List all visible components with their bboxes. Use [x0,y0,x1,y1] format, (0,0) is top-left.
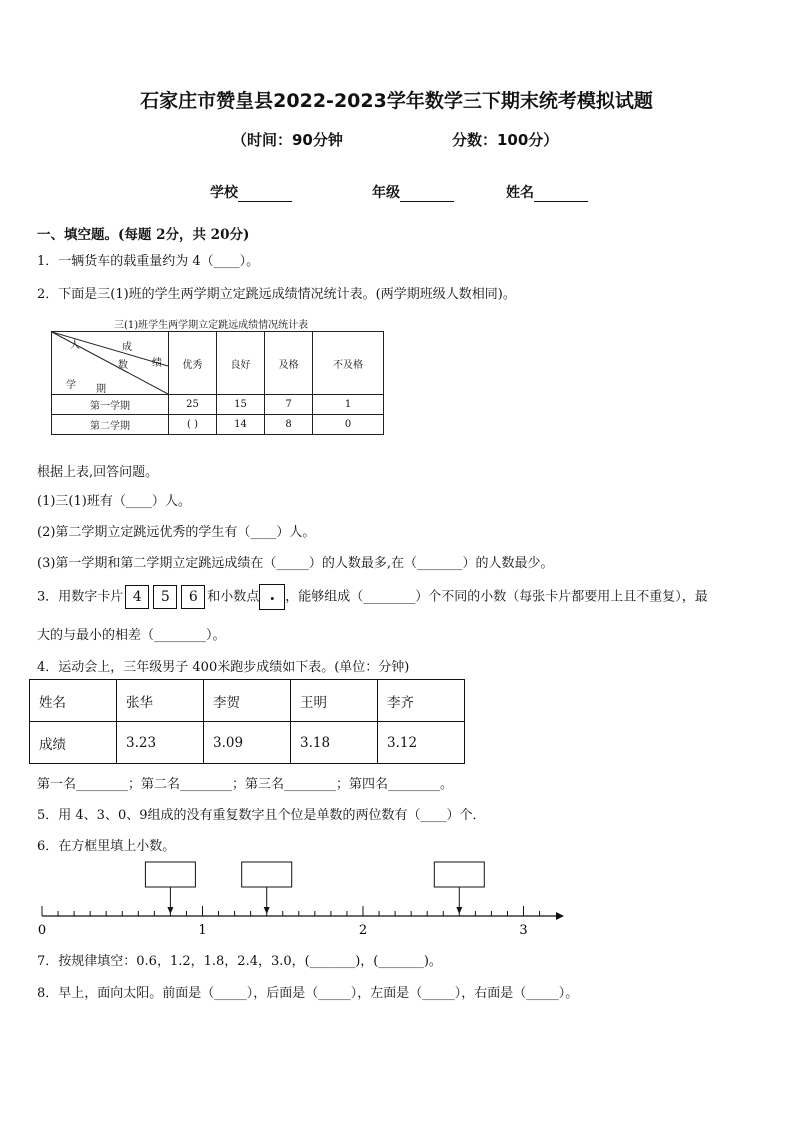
grade-label: 年级 [372,185,400,201]
table-cell: 成绩 [30,722,117,764]
table1-caption: 三(1)班学生两学期立定跳远成绩情况统计表 [114,320,309,331]
tick-label: 1 [198,923,207,938]
jump-stats-table [51,331,384,435]
race-results-table [29,679,465,764]
digit-card: 4 [125,585,149,609]
question-2-intro: 根据上表,回答问题。 [37,465,159,480]
answer-blank-cell[interactable]: ( ) [169,415,217,435]
answer-box [242,862,292,887]
question-2: 2．下面是三(1)班的学生两学期立定跳远成绩情况统计表。(两学期班级人数相同)。 [37,287,516,302]
table-cell: 0 [313,415,384,435]
question-2-1: (1)三(1)班有（____）人。 [37,494,191,509]
question-1: 1．一辆货车的载重量约为 4（____）。 [37,254,260,269]
corner-qi: 期 [96,384,106,395]
table-cell: 25 [169,395,217,415]
arrow-head-icon [556,912,564,920]
tick-label: 0 [37,923,47,938]
exam-score: 分数：100分） [452,131,559,149]
question-5: 5．用 4、3、0、9组成的没有重复数字且个位是单数的两位数有（____）个． [37,808,486,823]
question-3-line2: 大的与最小的相差（________）。 [37,628,226,643]
question-6: 6．在方框里填上小数。 [37,839,176,854]
table-cell: 3.18 [291,722,378,764]
table-cell: 15 [217,395,265,415]
question-7: 7．按规律填空：0.6，1.2，1.8，2.4，3.0，(_______)，(_______)。 [37,954,442,969]
corner-ji: 绩 [152,358,162,369]
question-2-2: (2)第二学期立定跳远优秀的学生有（____）人。 [37,525,316,540]
question-2-3: (3)第一学期和第二学期立定跳远成绩在（_____）的人数最多,在（_______）的人数最少。 [37,556,554,571]
corner-shu: 数 [118,360,128,371]
table-cell: 3.12 [378,722,465,764]
grade-field[interactable] [372,182,454,202]
pointer-arrow-icon [264,907,270,914]
question-8: 8．早上，面向太阳。前面是（_____），后面是（_____），左面是（_____），右面是（_____）。 [37,986,579,1001]
question-4-answer: 第一名________；第二名________；第三名________；第四名________。 [37,777,454,792]
q3-prefix: 3．用数字卡片 [37,589,124,605]
corner-ren: 人 [70,340,80,351]
corner-cheng: 成 [122,342,132,353]
number-line [0,858,793,938]
col-header: 良好 [217,332,265,395]
tick-label: 2 [358,923,368,938]
tick-label: 3 [519,923,528,938]
digit-card: 5 [153,585,177,609]
table-cell: 李贺 [204,680,291,722]
table-cell: 王明 [291,680,378,722]
answer-box [145,862,195,887]
table-row [30,680,465,722]
col-header: 不及格 [313,332,384,395]
q3-mid: 和小数点 [207,589,260,605]
name-field[interactable] [506,182,588,202]
table-cell: 7 [265,395,313,415]
school-label: 学校 [210,185,238,201]
page-title: 石家庄市赞皇县2022-2023学年数学三下期末统考模拟试题 [140,90,653,112]
table-cell: 1 [313,395,384,415]
question-3 [37,584,708,610]
table-cell: 3.23 [117,722,204,764]
pointer-arrow-icon [456,907,462,914]
col-header: 优秀 [169,332,217,395]
table-cell: 张华 [117,680,204,722]
table-row [52,395,384,415]
row-label: 第二学期 [52,415,169,435]
col-header: 及格 [265,332,313,395]
table-cell: 姓名 [30,680,117,722]
school-field[interactable] [210,182,292,202]
exam-time: （时间：90分钟 [232,131,343,149]
row-label: 第一学期 [52,395,169,415]
table-cell: 3.09 [204,722,291,764]
table-row [52,415,384,435]
decimal-point-card: . [259,584,285,610]
table-cell: 李齐 [378,680,465,722]
table1-corner-cell [52,332,169,395]
section-heading: 一、填空题。(每题 2分，共 20分) [37,227,250,243]
table-cell: 14 [217,415,265,435]
answer-box [434,862,484,887]
question-4: 4．运动会上，三年级男子 400米跑步成绩如下表。(单位：分钟) [37,660,410,675]
pointer-arrow-icon [167,907,173,914]
table-cell: 8 [265,415,313,435]
q3-suffix: ，能够组成（________）个不同的小数（每张卡片都要用上且不重复），最 [285,589,708,605]
name-label: 姓名 [506,185,534,201]
digit-card: 6 [181,585,205,609]
table-row [30,722,465,764]
corner-xue: 学 [66,380,76,391]
